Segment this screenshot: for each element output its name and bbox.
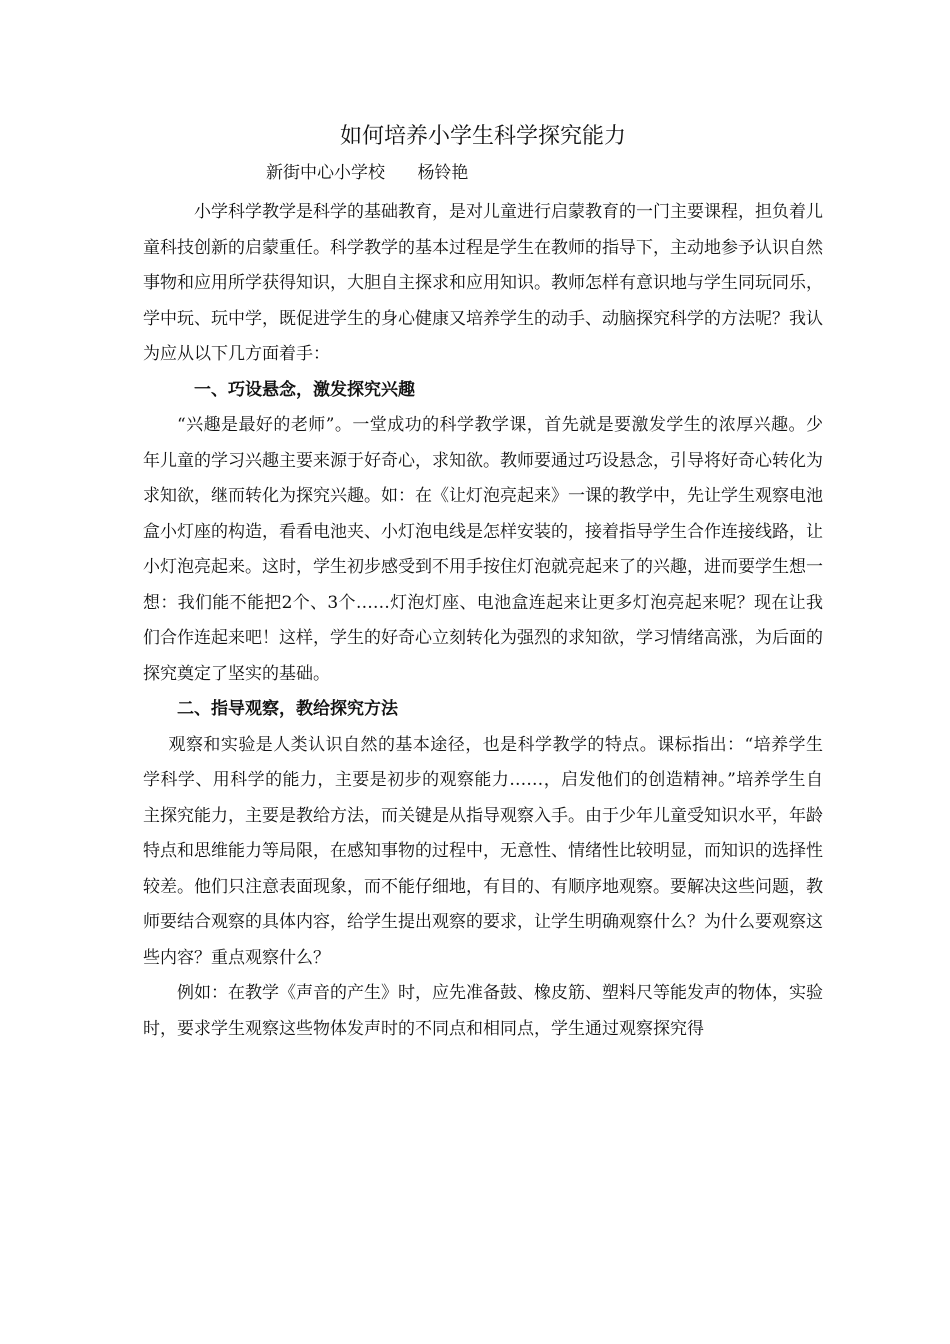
- section-heading: 一、巧设悬念，激发探究兴趣: [194, 379, 415, 400]
- school-name: 新街中心小学校: [266, 163, 385, 183]
- document-body: [143, 195, 823, 1047]
- body-paragraph: “兴趣是最好的老师”。一堂成功的科学教学课，首先就是要激发学生的浓厚兴趣。少年儿童的学习兴趣主要来源于好奇心，求知欲。教师要通过巧设悬念，引导将好奇心转化为求知欲，继而转化为探究兴趣。如：在《让灯泡亮起来》一课的教学中，先让学生观察电池盒小灯座的构造，看看电池夹、小灯泡电线是怎样安装的，接着指导学生合作连接线路，让小灯泡亮起来。这时，学生初步感受到不用手按住灯泡就亮起来了的兴趣，进而要学生想一想：我们能不能把2个、3个……灯泡灯座、电池盒连起来让更多灯泡亮起来呢？现在让我们合作连起来吧！这样，学生的好奇心立刻转化为强烈的求知欲，学习情绪高涨，为后面的探究奠定了坚实的基础。: [143, 415, 823, 684]
- body-paragraph: 例如：在教学《声音的产生》时，应先准备鼓、橡皮筋、塑料尺等能发声的物体，实验时，要求学生观察这些物体发声时的不同点和相同点，学生通过观察探究得: [143, 983, 823, 1039]
- section-heading: 二、指导观察，教给探究方法: [177, 699, 398, 719]
- body-paragraph: 观察和实验是人类认识自然的基本途径，也是科学教学的特点。课标指出：“培养学生学科学、用科学的能力，主要是初步的观察能力……，启发他们的创造精神。”培养学生自主探究能力，主要是教给方法，而关键是从指导观察入手。由于少年儿童受知识水平，年龄特点和思维能力等局限，在感知事物的过程中，无意性、情绪性比较明显，而知识的选择性较差。他们只注意表面现象，而不能仔细地，有目的、有顺序地观察。要解决这些问题，教师要结合观察的具体内容，给学生提出观察的要求，让学生明确观察什么？为什么要观察这些内容？重点观察什么？: [143, 734, 823, 968]
- author-name: 杨铃艳: [417, 163, 469, 183]
- byline: [266, 160, 468, 186]
- body-paragraph: 小学科学教学是科学的基础教育，是对儿童进行启蒙教育的一门主要课程，担负着儿童科技创新的启蒙重任。科学教学的基本过程是学生在教师的指导下，主动地参予认识自然事物和应用所学获得知识，大胆自主探求和应用知识。教师怎样有意识地与学生同玩同乐，学中玩、玩中学，既促进学生的身心健康又培养学生的动手、动脑探究科学的方法呢？我认为应从以下几方面着手：: [143, 202, 823, 364]
- document-title: 如何培养小学生科学探究能力: [339, 124, 626, 149]
